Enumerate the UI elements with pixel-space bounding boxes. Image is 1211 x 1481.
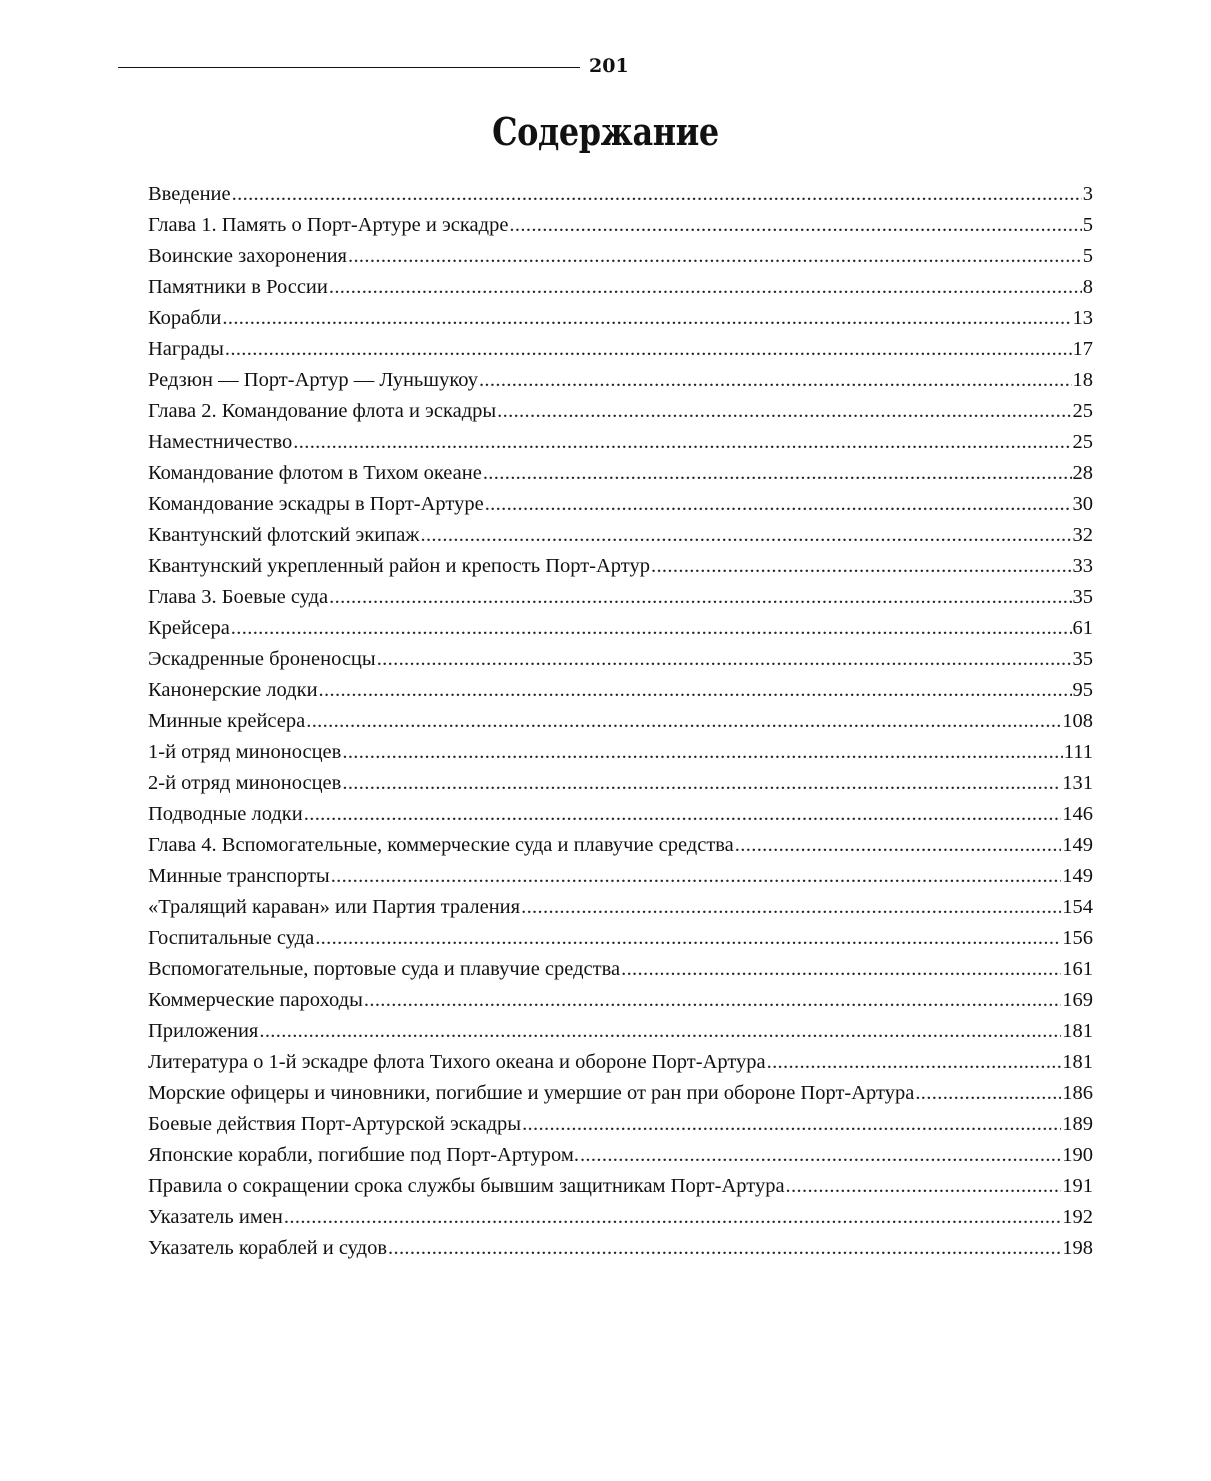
toc-entry-label: Эскадренные броненосцы	[148, 648, 376, 670]
toc-entry[interactable]	[148, 768, 1093, 799]
toc-entry-page: 190	[1062, 1144, 1093, 1166]
toc-entry-page: 169	[1062, 989, 1093, 1011]
toc-leader-dots	[497, 396, 1071, 427]
toc-entry[interactable]	[148, 954, 1093, 985]
toc-entry-label: Воинские захоронения	[148, 245, 347, 267]
toc-entry[interactable]	[148, 1078, 1093, 1109]
toc-entry[interactable]	[148, 179, 1093, 210]
toc-leader-dots	[485, 489, 1072, 520]
toc-entry-label: Редзюн — Порт-Артур — Луньшукоу	[148, 369, 478, 391]
toc-entry-page: 13	[1072, 307, 1093, 329]
toc-entry[interactable]	[148, 272, 1093, 303]
toc-entry-page: 5	[1082, 245, 1093, 267]
toc-entry-label: Боевые действия Порт-Артурской эскадры	[148, 1113, 522, 1135]
toc-entry-label: Глава 4. Вспомогательные, коммерческие суда и плавучие средства	[148, 834, 734, 856]
toc-entry-page: 8	[1082, 276, 1093, 298]
toc-entry-label: Правила о сокращении срока службы бывшим защитникам Порт-Артура	[148, 1175, 785, 1197]
toc-entry[interactable]	[148, 1016, 1093, 1047]
toc-entry[interactable]	[148, 551, 1093, 582]
toc-entry-label: Квантунский флотский экипаж	[148, 524, 420, 546]
toc-entry-label: 2-й отряд миноносцев	[148, 772, 342, 794]
toc-entry-page: 181	[1062, 1051, 1093, 1073]
toc-leader-dots	[521, 892, 1061, 923]
toc-leader-dots	[306, 706, 1061, 737]
toc-leader-dots	[232, 179, 1082, 210]
header-rule	[118, 67, 580, 68]
toc-entry[interactable]	[148, 1047, 1093, 1078]
toc-entry[interactable]	[148, 458, 1093, 489]
toc-entry-label: Минные транспорты	[148, 865, 330, 887]
toc-leader-dots	[342, 737, 1062, 768]
toc-entry[interactable]	[148, 489, 1093, 520]
toc-entry[interactable]	[148, 737, 1093, 768]
toc-entry-label: Указатель имен	[148, 1206, 283, 1228]
toc-leader-dots	[509, 210, 1081, 241]
toc-entry[interactable]	[148, 1140, 1093, 1171]
toc-entry[interactable]	[148, 613, 1093, 644]
toc-entry-label: Корабли	[148, 307, 222, 329]
toc-entry-label: Глава 2. Командование флота и эскадры	[148, 400, 497, 422]
toc-entry-page: 108	[1062, 710, 1093, 732]
toc-entry-label: Канонерские лодки	[148, 679, 318, 701]
toc-entry-page: 35	[1072, 648, 1093, 670]
toc-entry-label: Указатель кораблей и судов	[148, 1237, 387, 1259]
toc-entry-label: Подводные лодки	[148, 803, 303, 825]
toc-entry-page: 131	[1062, 772, 1093, 794]
toc-entry-page: 25	[1072, 400, 1093, 422]
toc-entry[interactable]	[148, 1109, 1093, 1140]
toc-leader-dots	[377, 644, 1072, 675]
toc-leader-dots	[735, 830, 1061, 861]
toc-entry-page: 149	[1062, 834, 1093, 856]
toc-leader-dots	[522, 1109, 1061, 1140]
toc-entry-label: Награды	[148, 338, 224, 360]
toc-entry-page: 149	[1062, 865, 1093, 887]
toc-entry-page: 32	[1072, 524, 1093, 546]
toc-entry-page: 18	[1072, 369, 1093, 391]
toc-entry-label: Коммерческие пароходы	[148, 989, 363, 1011]
toc-entry-label: Госпитальные суда	[148, 927, 315, 949]
toc-leader-dots	[319, 675, 1072, 706]
toc-leader-dots	[293, 427, 1071, 458]
toc-entry-label: Квантунский укрепленный район и крепость Порт-Артур	[148, 555, 650, 577]
toc-entry[interactable]	[148, 985, 1093, 1016]
toc-entry-page: 198	[1062, 1237, 1093, 1259]
toc-entry-page: 25	[1072, 431, 1093, 453]
toc-entry[interactable]	[148, 830, 1093, 861]
toc-leader-dots	[767, 1047, 1062, 1078]
toc-entry[interactable]	[148, 582, 1093, 613]
toc-entry[interactable]	[148, 396, 1093, 427]
toc-entry-page: 5	[1082, 214, 1093, 236]
toc-entry[interactable]	[148, 675, 1093, 706]
toc-leader-dots	[420, 520, 1071, 551]
toc-entry[interactable]	[148, 923, 1093, 954]
toc-entry-page: 192	[1062, 1206, 1093, 1228]
toc-leader-dots	[483, 458, 1072, 489]
page-title: Содержание	[492, 109, 719, 154]
toc-entry-page: 186	[1062, 1082, 1093, 1104]
toc-entry[interactable]	[148, 892, 1093, 923]
toc-leader-dots	[329, 582, 1071, 613]
toc-leader-dots	[348, 241, 1082, 272]
toc-entry-page: 28	[1072, 462, 1093, 484]
toc-leader-dots	[580, 1140, 1061, 1171]
toc-entry[interactable]	[148, 520, 1093, 551]
toc-entry-page: 35	[1072, 586, 1093, 608]
toc-entry-label: «Тралящий караван» или Партия траления	[148, 896, 521, 918]
toc-entry[interactable]	[148, 303, 1093, 334]
toc-entry-page: 3	[1082, 183, 1093, 205]
toc-leader-dots	[225, 334, 1072, 365]
toc-entry-page: 146	[1062, 803, 1093, 825]
toc-entry-label: Минные крейсера	[148, 710, 306, 732]
toc-entry[interactable]	[148, 210, 1093, 241]
toc-entry-label: Памятники в России	[148, 276, 328, 298]
toc-entry[interactable]	[148, 644, 1093, 675]
toc-entry-label: Глава 3. Боевые суда	[148, 586, 329, 608]
toc-entry-page: 191	[1062, 1175, 1093, 1197]
page-number: 201	[589, 55, 629, 77]
toc-entry[interactable]	[148, 241, 1093, 272]
toc-leader-dots	[621, 954, 1061, 985]
toc-entry-page: 181	[1062, 1020, 1093, 1042]
toc-entry-page: 156	[1062, 927, 1093, 949]
toc-entry-label: Введение	[148, 183, 231, 205]
toc-entry-label: Приложения	[148, 1020, 259, 1042]
toc-leader-dots	[284, 1202, 1061, 1233]
toc-entry-label: Командование флотом в Тихом океане	[148, 462, 482, 484]
toc-entry-label: Вспомогательные, портовые суда и плавучие средства	[148, 958, 621, 980]
toc-entry-page: 17	[1072, 338, 1093, 360]
toc-entry-page: 111	[1063, 741, 1093, 763]
toc-entry-label: Крейсера	[148, 617, 230, 639]
toc-leader-dots	[329, 272, 1082, 303]
toc-leader-dots	[364, 985, 1061, 1016]
toc-entry-page: 61	[1072, 617, 1093, 639]
toc-entry-page: 30	[1072, 493, 1093, 515]
toc-entry[interactable]	[148, 799, 1093, 830]
toc-leader-dots	[222, 303, 1071, 334]
toc-leader-dots	[304, 799, 1062, 830]
toc-leader-dots	[786, 1171, 1062, 1202]
table-of-contents	[148, 179, 1093, 1264]
toc-entry[interactable]	[148, 334, 1093, 365]
toc-entry[interactable]	[148, 1202, 1093, 1233]
toc-leader-dots	[651, 551, 1072, 582]
toc-entry[interactable]	[148, 427, 1093, 458]
toc-entry-page: 154	[1062, 896, 1093, 918]
toc-leader-dots	[231, 613, 1072, 644]
toc-entry-page: 161	[1062, 958, 1093, 980]
toc-entry-page: 189	[1062, 1113, 1093, 1135]
toc-leader-dots	[388, 1233, 1061, 1264]
toc-entry[interactable]	[148, 365, 1093, 396]
toc-entry-page: 33	[1072, 555, 1093, 577]
toc-entry-label: Литература о 1-й эскадре флота Тихого океана и обороне Порт-Артура	[148, 1051, 766, 1073]
toc-entry-label: 1-й отряд миноносцев	[148, 741, 342, 763]
toc-entry-label: Глава 1. Память о Порт-Артуре и эскадре	[148, 214, 509, 236]
toc-leader-dots	[259, 1016, 1061, 1047]
toc-leader-dots	[315, 923, 1061, 954]
toc-entry-label: Наместничество	[148, 431, 293, 453]
toc-leader-dots	[342, 768, 1061, 799]
toc-entry[interactable]	[148, 1171, 1093, 1202]
toc-entry-label: Командование эскадры в Порт-Артуре	[148, 493, 484, 515]
toc-entry-label: Морские офицеры и чиновники, погибшие и умершие от ран при обороне Порт-Артура	[148, 1082, 915, 1104]
toc-entry-page: 95	[1072, 679, 1093, 701]
toc-leader-dots	[915, 1078, 1061, 1109]
toc-entry-label: Японские корабли, погибшие под Порт-Артуром.	[148, 1144, 579, 1166]
toc-entry[interactable]	[148, 861, 1093, 892]
toc-leader-dots	[331, 861, 1062, 892]
toc-leader-dots	[479, 365, 1072, 396]
toc-entry[interactable]	[148, 706, 1093, 737]
toc-entry[interactable]	[148, 1233, 1093, 1264]
